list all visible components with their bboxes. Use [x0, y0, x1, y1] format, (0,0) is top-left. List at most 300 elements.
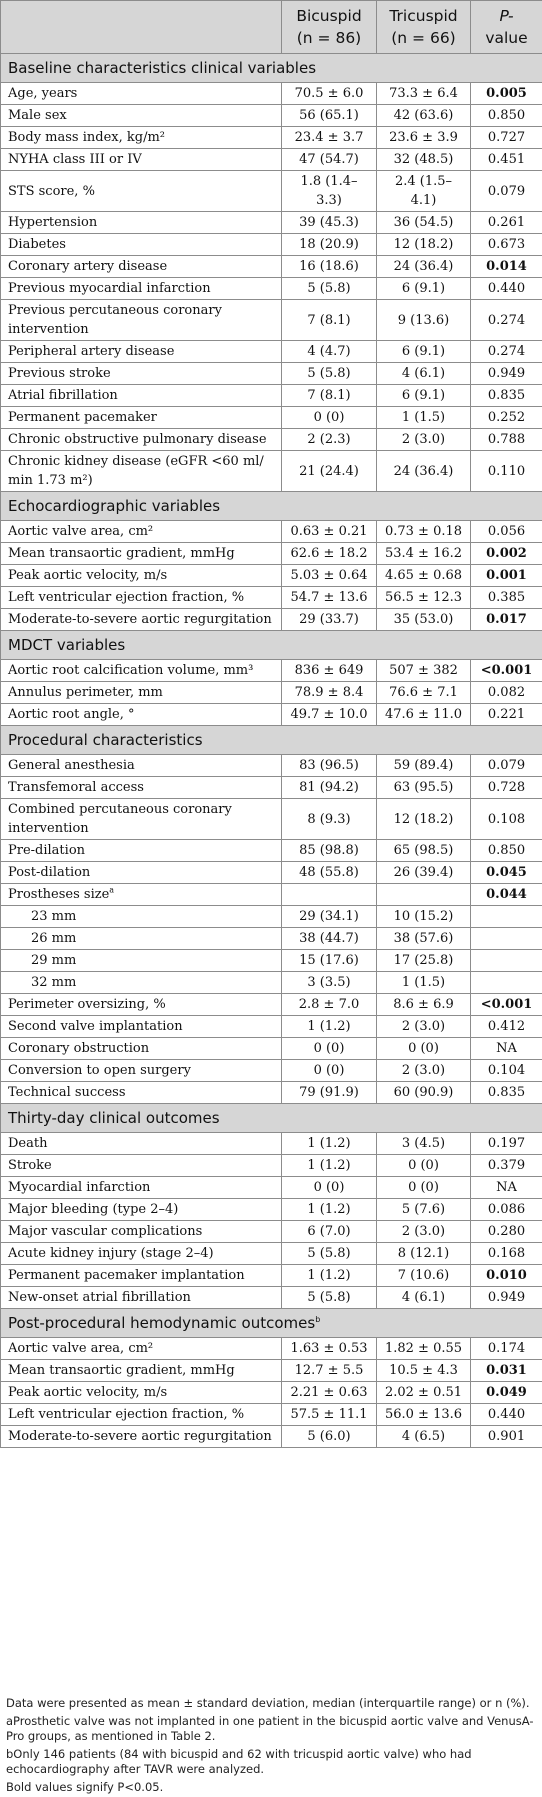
bicuspid-value: 48 (55.8) — [282, 862, 377, 884]
tricuspid-value: 42 (63.6) — [377, 105, 471, 127]
section-title — [1, 54, 542, 83]
row-label: Hypertension — [8, 215, 97, 230]
table-row — [1, 1177, 542, 1199]
table-row — [1, 363, 542, 385]
p-value: 0.014 — [471, 256, 542, 278]
header-tricuspid-label: Tricuspid — [381, 5, 466, 27]
row-label-cell — [1, 1360, 282, 1382]
row-label: Major bleeding (type 2–4) — [8, 1202, 178, 1217]
p-value: 0.010 — [471, 1265, 542, 1287]
tricuspid-value: 24 (36.4) — [377, 256, 471, 278]
tricuspid-value: 8 (12.1) — [377, 1243, 471, 1265]
p-value: 0.850 — [471, 840, 542, 862]
table-row — [1, 429, 542, 451]
row-label: General anesthesia — [8, 758, 135, 773]
row-label-cell — [1, 994, 282, 1016]
bicuspid-value: 5 (5.8) — [282, 278, 377, 300]
table-row — [1, 1082, 542, 1104]
table-row — [1, 300, 542, 341]
table-row — [1, 682, 542, 704]
row-label-cell — [1, 1060, 282, 1082]
p-value: 0.082 — [471, 682, 542, 704]
row-label: Coronary obstruction — [8, 1041, 149, 1056]
tricuspid-value: 0 (0) — [377, 1155, 471, 1177]
row-label: Coronary artery disease — [8, 259, 167, 274]
p-value: 0.440 — [471, 278, 542, 300]
bicuspid-value: 38 (44.7) — [282, 928, 377, 950]
tricuspid-value: 56.5 ± 12.3 — [377, 587, 471, 609]
p-value: 0.110 — [471, 451, 542, 492]
row-label: Chronic obstructive pulmonary disease — [8, 432, 267, 447]
footnote-b: bOnly 146 patients (84 with bicuspid and 62 with tricuspid aortic valve) who had echocardiography after TAVR were analyzed. — [6, 1747, 538, 1778]
table-row — [1, 451, 542, 492]
row-label-cell — [1, 1287, 282, 1309]
row-label-cell — [1, 429, 282, 451]
bicuspid-value: 78.9 ± 8.4 — [282, 682, 377, 704]
row-label-cell — [1, 1265, 282, 1287]
tricuspid-value: 4.65 ± 0.68 — [377, 565, 471, 587]
bicuspid-value: 83 (96.5) — [282, 755, 377, 777]
table-row — [1, 234, 542, 256]
table-row — [1, 1038, 542, 1060]
p-value: NA — [471, 1177, 542, 1199]
section-title — [1, 1104, 542, 1133]
row-label-cell — [1, 609, 282, 631]
table-row — [1, 704, 542, 726]
section-title — [1, 726, 542, 755]
table-body — [1, 54, 542, 1448]
row-label-cell — [1, 1082, 282, 1104]
table-row — [1, 256, 542, 278]
p-value — [471, 950, 542, 972]
row-label: Moderate-to-severe aortic regurgitation — [8, 612, 272, 627]
row-label-cell — [1, 171, 282, 212]
p-value: 0.451 — [471, 149, 542, 171]
bicuspid-value: 2.8 ± 7.0 — [282, 994, 377, 1016]
tricuspid-value: 59 (89.4) — [377, 755, 471, 777]
table-row — [1, 1287, 542, 1309]
bicuspid-value: 0 (0) — [282, 1060, 377, 1082]
tricuspid-value: 10.5 ± 4.3 — [377, 1360, 471, 1382]
section-title-text: MDCT variables — [8, 636, 125, 654]
p-value: 0.104 — [471, 1060, 542, 1082]
p-value: 0.174 — [471, 1338, 542, 1360]
row-label: Peak aortic velocity, m/s — [8, 568, 167, 583]
row-label-cell — [1, 127, 282, 149]
p-value: 0.727 — [471, 127, 542, 149]
row-label: Permanent pacemaker implantation — [8, 1268, 245, 1283]
bicuspid-value: 0 (0) — [282, 1038, 377, 1060]
table-row — [1, 171, 542, 212]
tricuspid-value: 63 (95.5) — [377, 777, 471, 799]
p-value: 0.261 — [471, 212, 542, 234]
bicuspid-value: 29 (33.7) — [282, 609, 377, 631]
tricuspid-value: 56.0 ± 13.6 — [377, 1404, 471, 1426]
tricuspid-value: 1.82 ± 0.55 — [377, 1338, 471, 1360]
header-bicuspid-label: Bicuspid — [286, 5, 372, 27]
footnotes — [6, 1696, 538, 1797]
bicuspid-value: 1.8 (1.4–3.3) — [282, 171, 377, 212]
bicuspid-value: 81 (94.2) — [282, 777, 377, 799]
bicuspid-value: 3 (3.5) — [282, 972, 377, 994]
p-value: 0.280 — [471, 1221, 542, 1243]
row-label-cell — [1, 777, 282, 799]
header-row — [1, 1, 542, 54]
row-label-cell — [1, 1016, 282, 1038]
table-row — [1, 149, 542, 171]
row-label: Combined percutaneous coronary intervention — [8, 802, 232, 836]
p-value: 0.221 — [471, 704, 542, 726]
row-label: Body mass index, kg/m² — [8, 130, 165, 145]
row-label-cell — [1, 341, 282, 363]
table-row — [1, 1155, 542, 1177]
bicuspid-value: 836 ± 649 — [282, 660, 377, 682]
bicuspid-value: 0.63 ± 0.21 — [282, 521, 377, 543]
tricuspid-value: 0 (0) — [377, 1177, 471, 1199]
p-value: 0.017 — [471, 609, 542, 631]
row-label-cell — [1, 1404, 282, 1426]
row-label-cell — [1, 1177, 282, 1199]
bicuspid-value: 18 (20.9) — [282, 234, 377, 256]
bicuspid-value: 79 (91.9) — [282, 1082, 377, 1104]
p-value: 0.850 — [471, 105, 542, 127]
row-label-cell — [1, 906, 282, 928]
bicuspid-value: 12.7 ± 5.5 — [282, 1360, 377, 1382]
row-label-cell — [1, 149, 282, 171]
section-title-text: Procedural characteristics — [8, 731, 203, 749]
table-row — [1, 1265, 542, 1287]
tricuspid-value: 5 (7.6) — [377, 1199, 471, 1221]
p-value: 0.728 — [471, 777, 542, 799]
section-header-row — [1, 1104, 542, 1133]
row-label: Technical success — [8, 1085, 126, 1100]
table-row — [1, 212, 542, 234]
row-label-cell — [1, 543, 282, 565]
header-pvalue — [471, 1, 542, 54]
tricuspid-value: 4 (6.5) — [377, 1426, 471, 1448]
header-pvalue-line1: P- — [475, 5, 538, 27]
table-row — [1, 1382, 542, 1404]
bicuspid-value: 39 (45.3) — [282, 212, 377, 234]
p-value: 0.274 — [471, 341, 542, 363]
section-header-row — [1, 631, 542, 660]
row-label-cell — [1, 1382, 282, 1404]
row-label-cell — [1, 256, 282, 278]
table-row — [1, 1060, 542, 1082]
table-row — [1, 609, 542, 631]
section-title-text: Post-procedural hemodynamic outcomes — [8, 1314, 315, 1332]
p-value: 0.949 — [471, 1287, 542, 1309]
table-row — [1, 777, 542, 799]
tricuspid-value: 9 (13.6) — [377, 300, 471, 341]
tricuspid-value: 10 (15.2) — [377, 906, 471, 928]
table-row — [1, 543, 542, 565]
row-label: Acute kidney injury (stage 2–4) — [8, 1246, 214, 1261]
row-label: 26 mm — [31, 931, 76, 946]
bicuspid-value: 1.63 ± 0.53 — [282, 1338, 377, 1360]
tricuspid-value: 6 (9.1) — [377, 385, 471, 407]
header-pvalue-line2: value — [475, 27, 538, 49]
bicuspid-value: 85 (98.8) — [282, 840, 377, 862]
row-label-cell — [1, 660, 282, 682]
table-row — [1, 278, 542, 300]
bicuspid-value: 5 (6.0) — [282, 1426, 377, 1448]
tricuspid-value: 2 (3.0) — [377, 1060, 471, 1082]
row-label: Major vascular complications — [8, 1224, 202, 1239]
table-row — [1, 884, 542, 906]
tricuspid-value: 24 (36.4) — [377, 451, 471, 492]
bicuspid-value: 5 (5.8) — [282, 1287, 377, 1309]
tricuspid-value: 0 (0) — [377, 1038, 471, 1060]
bicuspid-value: 2 (2.3) — [282, 429, 377, 451]
table-row — [1, 928, 542, 950]
bicuspid-value: 5 (5.8) — [282, 363, 377, 385]
tricuspid-value: 2 (3.0) — [377, 1221, 471, 1243]
row-label-cell — [1, 1199, 282, 1221]
row-label: Diabetes — [8, 237, 66, 252]
row-label: Previous stroke — [8, 366, 111, 381]
tricuspid-value: 7 (10.6) — [377, 1265, 471, 1287]
row-label: Prostheses size — [8, 887, 109, 902]
row-label: Left ventricular ejection fraction, % — [8, 590, 244, 605]
p-value: 0.385 — [471, 587, 542, 609]
footnote-bold: Bold values signify P<0.05. — [6, 1780, 538, 1796]
table-row — [1, 385, 542, 407]
p-value: 0.379 — [471, 1155, 542, 1177]
tricuspid-value — [377, 884, 471, 906]
table-row — [1, 1133, 542, 1155]
tricuspid-value: 65 (98.5) — [377, 840, 471, 862]
table-row — [1, 407, 542, 429]
table-row — [1, 994, 542, 1016]
row-label-cell — [1, 1155, 282, 1177]
tricuspid-value: 73.3 ± 6.4 — [377, 83, 471, 105]
tricuspid-value: 6 (9.1) — [377, 278, 471, 300]
tricuspid-value: 2 (3.0) — [377, 1016, 471, 1038]
section-title — [1, 1309, 542, 1338]
p-value — [471, 906, 542, 928]
tricuspid-value: 17 (25.8) — [377, 950, 471, 972]
row-label: Myocardial infarction — [8, 1180, 150, 1195]
row-label-cell — [1, 451, 282, 492]
row-label-cell — [1, 1426, 282, 1448]
tricuspid-value: 6 (9.1) — [377, 341, 471, 363]
section-title-text: Baseline characteristics clinical variables — [8, 59, 316, 77]
row-label: Second valve implantation — [8, 1019, 183, 1034]
tricuspid-value: 3 (4.5) — [377, 1133, 471, 1155]
table-row — [1, 1360, 542, 1382]
p-value: 0.002 — [471, 543, 542, 565]
bicuspid-value: 8 (9.3) — [282, 799, 377, 840]
row-label-footnote-mark: a — [109, 886, 114, 895]
row-label: Post-dilation — [8, 865, 90, 880]
p-value: 0.044 — [471, 884, 542, 906]
row-label-cell — [1, 972, 282, 994]
row-label: NYHA class III or IV — [8, 152, 142, 167]
table-row — [1, 105, 542, 127]
tricuspid-value: 23.6 ± 3.9 — [377, 127, 471, 149]
tricuspid-value: 1 (1.5) — [377, 972, 471, 994]
bicuspid-value — [282, 884, 377, 906]
p-value: 0.252 — [471, 407, 542, 429]
table-row — [1, 1221, 542, 1243]
tricuspid-value: 12 (18.2) — [377, 234, 471, 256]
row-label: Death — [8, 1136, 47, 1151]
bicuspid-value: 62.6 ± 18.2 — [282, 543, 377, 565]
p-value: 0.901 — [471, 1426, 542, 1448]
tricuspid-value: 53.4 ± 16.2 — [377, 543, 471, 565]
table-row — [1, 1338, 542, 1360]
table-row — [1, 1243, 542, 1265]
row-label: Left ventricular ejection fraction, % — [8, 1407, 244, 1422]
p-value: 0.001 — [471, 565, 542, 587]
tricuspid-value: 2.4 (1.5–4.1) — [377, 171, 471, 212]
row-label: 29 mm — [31, 953, 76, 968]
p-value: 0.086 — [471, 1199, 542, 1221]
table-row — [1, 972, 542, 994]
row-label: New-onset atrial fibrillation — [8, 1290, 191, 1305]
section-title-text: Thirty-day clinical outcomes — [8, 1109, 220, 1127]
row-label-cell — [1, 363, 282, 385]
row-label-cell — [1, 1221, 282, 1243]
row-label-cell — [1, 587, 282, 609]
section-header-row — [1, 54, 542, 83]
table-row — [1, 906, 542, 928]
row-label: Age, years — [8, 86, 77, 101]
p-value: 0.949 — [471, 363, 542, 385]
bicuspid-value: 70.5 ± 6.0 — [282, 83, 377, 105]
table-row — [1, 1016, 542, 1038]
row-label: Aortic root angle, ° — [8, 707, 135, 722]
row-label-cell — [1, 755, 282, 777]
header-blank-cell — [1, 1, 282, 54]
row-label: Previous myocardial infarction — [8, 281, 211, 296]
bicuspid-value: 7 (8.1) — [282, 300, 377, 341]
bicuspid-value: 49.7 ± 10.0 — [282, 704, 377, 726]
row-label-cell — [1, 799, 282, 840]
row-label-cell — [1, 234, 282, 256]
bicuspid-value: 5 (5.8) — [282, 1243, 377, 1265]
p-value: 0.049 — [471, 1382, 542, 1404]
bicuspid-value: 1 (1.2) — [282, 1133, 377, 1155]
section-title — [1, 631, 542, 660]
row-label: Chronic kidney disease (eGFR <60 ml/ min 1.73 m²) — [8, 454, 264, 488]
bicuspid-value: 23.4 ± 3.7 — [282, 127, 377, 149]
tricuspid-value: 4 (6.1) — [377, 1287, 471, 1309]
table-row — [1, 587, 542, 609]
row-label-cell — [1, 1038, 282, 1060]
table-row — [1, 799, 542, 840]
tricuspid-value: 12 (18.2) — [377, 799, 471, 840]
row-label: Conversion to open surgery — [8, 1063, 191, 1078]
row-label-cell — [1, 385, 282, 407]
table-row — [1, 341, 542, 363]
section-header-row — [1, 492, 542, 521]
table-row — [1, 1426, 542, 1448]
header-bicuspid-n: (n = 86) — [286, 27, 372, 49]
bicuspid-value: 1 (1.2) — [282, 1155, 377, 1177]
tricuspid-value: 76.6 ± 7.1 — [377, 682, 471, 704]
p-value: 0.056 — [471, 521, 542, 543]
row-label: Perimeter oversizing, % — [8, 997, 166, 1012]
tricuspid-value: 38 (57.6) — [377, 928, 471, 950]
row-label: Male sex — [8, 108, 67, 123]
row-label: 32 mm — [31, 975, 76, 990]
tricuspid-value: 36 (54.5) — [377, 212, 471, 234]
p-value: 0.079 — [471, 755, 542, 777]
table-row — [1, 840, 542, 862]
tricuspid-value: 26 (39.4) — [377, 862, 471, 884]
section-title-footnote-mark: b — [315, 1315, 320, 1324]
tricuspid-value: 47.6 ± 11.0 — [377, 704, 471, 726]
table-row — [1, 862, 542, 884]
row-label: Mean transaortic gradient, mmHg — [8, 1363, 235, 1378]
row-label-cell — [1, 105, 282, 127]
bicuspid-value: 15 (17.6) — [282, 950, 377, 972]
row-label: Aortic valve area, cm² — [8, 524, 153, 539]
bicuspid-value: 57.5 ± 11.1 — [282, 1404, 377, 1426]
tricuspid-value: 4 (6.1) — [377, 363, 471, 385]
section-title — [1, 492, 542, 521]
section-header-row — [1, 726, 542, 755]
p-value: <0.001 — [471, 660, 542, 682]
tricuspid-value: 35 (53.0) — [377, 609, 471, 631]
bicuspid-value: 2.21 ± 0.63 — [282, 1382, 377, 1404]
row-label-cell — [1, 950, 282, 972]
bicuspid-value: 4 (4.7) — [282, 341, 377, 363]
row-label-cell — [1, 407, 282, 429]
header-tricuspid-n: (n = 66) — [381, 27, 466, 49]
table-row — [1, 1199, 542, 1221]
row-label: STS score, % — [8, 184, 95, 199]
p-value: 0.108 — [471, 799, 542, 840]
row-label-cell — [1, 83, 282, 105]
row-label: Permanent pacemaker — [8, 410, 157, 425]
bicuspid-value: 47 (54.7) — [282, 149, 377, 171]
table-row — [1, 755, 542, 777]
table-row — [1, 565, 542, 587]
p-value: 0.005 — [471, 83, 542, 105]
row-label: Annulus perimeter, mm — [8, 685, 163, 700]
p-value — [471, 972, 542, 994]
tricuspid-value: 2.02 ± 0.51 — [377, 1382, 471, 1404]
row-label: Moderate-to-severe aortic regurgitation — [8, 1429, 272, 1444]
table-row — [1, 127, 542, 149]
row-label-cell — [1, 862, 282, 884]
row-label: Transfemoral access — [8, 780, 144, 795]
p-value: 0.031 — [471, 1360, 542, 1382]
tricuspid-value: 1 (1.5) — [377, 407, 471, 429]
p-value: 0.079 — [471, 171, 542, 212]
bicuspid-value: 21 (24.4) — [282, 451, 377, 492]
header-tricuspid — [377, 1, 471, 54]
table-row — [1, 950, 542, 972]
row-label: Pre-dilation — [8, 843, 85, 858]
bicuspid-value: 7 (8.1) — [282, 385, 377, 407]
footnote-data-format: Data were presented as mean ± standard deviation, median (interquartile range) or n (%). — [6, 1696, 538, 1712]
row-label: Atrial fibrillation — [8, 388, 118, 403]
bicuspid-value: 29 (34.1) — [282, 906, 377, 928]
row-label-cell — [1, 928, 282, 950]
row-label: Aortic root calcification volume, mm³ — [8, 663, 253, 678]
row-label: Mean transaortic gradient, mmHg — [8, 546, 235, 561]
p-value: 0.835 — [471, 1082, 542, 1104]
row-label: Stroke — [8, 1158, 52, 1173]
bicuspid-value: 0 (0) — [282, 407, 377, 429]
p-value: 0.412 — [471, 1016, 542, 1038]
row-label-cell — [1, 884, 282, 906]
p-value — [471, 928, 542, 950]
